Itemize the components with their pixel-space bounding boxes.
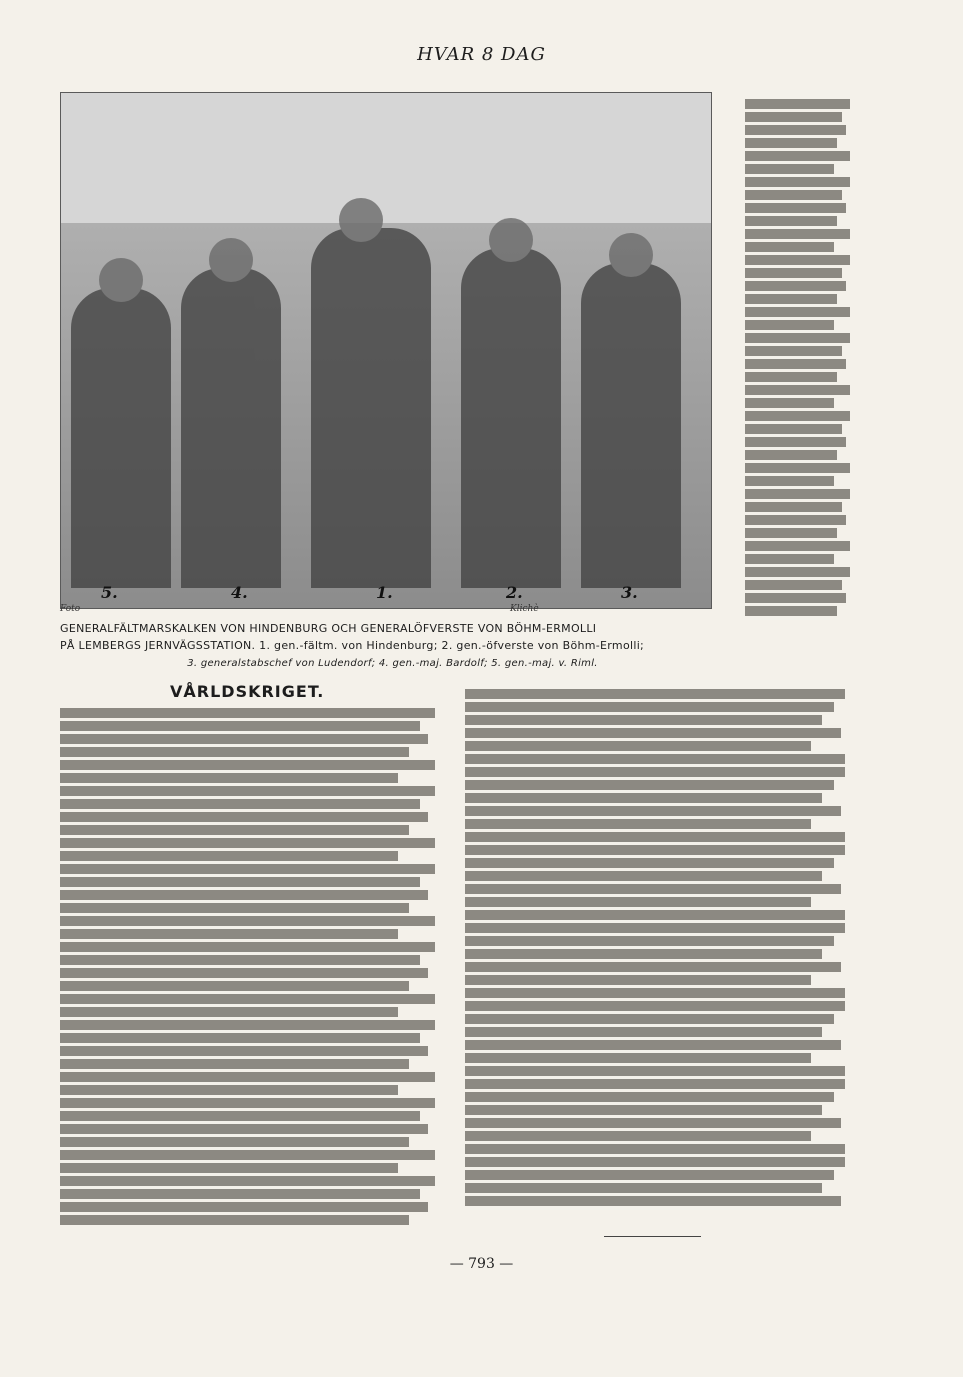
photo-person-head	[209, 238, 253, 282]
text-line	[465, 1170, 834, 1180]
text-line	[745, 359, 846, 369]
page-number: — 793 —	[449, 1256, 514, 1272]
text-line	[745, 554, 834, 564]
text-line	[60, 1163, 398, 1173]
text-line	[60, 955, 420, 965]
text-line	[465, 1183, 822, 1193]
text-line	[60, 747, 409, 757]
text-line	[465, 988, 845, 998]
text-line	[60, 1046, 428, 1056]
text-line	[465, 1144, 845, 1154]
text-line	[465, 1027, 822, 1037]
text-line	[465, 1196, 841, 1206]
text-line	[60, 1215, 409, 1225]
text-line	[745, 177, 850, 187]
photo-person-2	[461, 248, 561, 588]
text-line	[745, 320, 834, 330]
text-line	[465, 884, 841, 894]
text-line	[465, 702, 834, 712]
text-line	[745, 125, 846, 135]
text-line	[465, 819, 811, 829]
photo-person-4	[181, 268, 281, 588]
text-line	[60, 1033, 420, 1043]
text-line	[60, 994, 435, 1004]
text-line	[60, 1202, 428, 1212]
text-line	[465, 949, 822, 959]
text-line	[745, 398, 834, 408]
caption-line-2: PÅ LEMBERGS JERNVÄGSSTATION. 1. gen.-fältm. von Hindenburg; 2. gen.-öfverste von Böhm-Ermolli;	[60, 639, 645, 652]
text-line	[465, 1092, 834, 1102]
photo-caption	[60, 620, 725, 672]
text-line	[465, 1105, 822, 1115]
text-line	[465, 923, 845, 933]
photo-label-2: 2.	[506, 583, 523, 602]
text-line	[465, 1131, 811, 1141]
photo-person-5	[71, 288, 171, 588]
text-line	[465, 728, 841, 738]
photo-person-head	[339, 198, 383, 242]
text-line	[745, 580, 842, 590]
text-line	[745, 372, 837, 382]
text-line	[745, 424, 842, 434]
text-line	[745, 307, 850, 317]
text-line	[60, 851, 398, 861]
text-line	[60, 708, 435, 718]
right-text-column	[745, 96, 850, 619]
text-line	[60, 903, 409, 913]
photo-person-head	[99, 258, 143, 302]
text-line	[465, 1079, 845, 1089]
photo	[60, 92, 712, 609]
text-line	[745, 489, 850, 499]
text-line	[465, 754, 845, 764]
text-line	[60, 760, 435, 770]
text-line	[465, 1157, 845, 1167]
photo-credit-right: Klichè	[510, 604, 539, 614]
text-line	[745, 437, 846, 447]
text-line	[60, 1072, 435, 1082]
text-line	[465, 845, 845, 855]
text-line	[60, 786, 435, 796]
text-line	[60, 1189, 420, 1199]
text-line	[745, 385, 850, 395]
text-line	[745, 190, 842, 200]
page-header: HVAR 8 DAG	[417, 44, 546, 65]
photo-person-3	[581, 263, 681, 588]
photo-background	[61, 93, 711, 223]
text-line	[745, 151, 850, 161]
text-line	[465, 975, 811, 985]
text-line	[60, 1150, 435, 1160]
text-line	[60, 812, 428, 822]
photo-label-4: 4.	[231, 583, 248, 602]
text-line	[745, 411, 850, 421]
photo-label-5: 5.	[101, 583, 118, 602]
middle-text-column	[465, 686, 845, 1209]
text-line	[465, 936, 834, 946]
text-line	[465, 1053, 811, 1063]
text-line	[465, 689, 845, 699]
text-line	[60, 916, 435, 926]
text-line	[465, 767, 845, 777]
photo-person-head	[609, 233, 653, 277]
text-line	[60, 1007, 398, 1017]
text-line	[60, 929, 398, 939]
text-line	[60, 838, 435, 848]
text-line	[745, 463, 850, 473]
caption-line-1: GENERALFÄLTMARSKALKEN VON HINDENBURG OCH GENERALÖFVERSTE VON BÖHM-ERMOLLI	[60, 622, 597, 635]
text-line	[465, 780, 834, 790]
text-line	[60, 1059, 409, 1069]
text-line	[60, 877, 420, 887]
text-line	[60, 864, 435, 874]
text-line	[60, 1137, 409, 1147]
text-line	[465, 1001, 845, 1011]
text-line	[60, 773, 398, 783]
text-line	[745, 541, 850, 551]
photo-label-1: 1.	[376, 583, 393, 602]
text-line	[60, 1085, 398, 1095]
text-line	[60, 721, 420, 731]
text-line	[60, 734, 428, 744]
text-line	[465, 715, 822, 725]
text-line	[745, 528, 837, 538]
text-line	[60, 981, 409, 991]
text-line	[465, 858, 834, 868]
text-line	[465, 897, 811, 907]
text-line	[745, 450, 837, 460]
text-line	[745, 593, 846, 603]
photo-person-head	[489, 218, 533, 262]
text-line	[745, 346, 842, 356]
text-line	[745, 476, 834, 486]
text-line	[465, 871, 822, 881]
text-line	[60, 1020, 435, 1030]
text-line	[745, 268, 842, 278]
text-line	[745, 112, 842, 122]
text-line	[745, 333, 850, 343]
text-line	[60, 1098, 435, 1108]
text-line	[745, 203, 846, 213]
text-line	[60, 942, 435, 952]
text-line	[60, 1111, 420, 1121]
column-separator	[604, 1236, 701, 1237]
text-line	[60, 825, 409, 835]
text-line	[745, 502, 842, 512]
text-line	[745, 216, 837, 226]
text-line	[745, 606, 837, 616]
text-line	[465, 1040, 841, 1050]
text-line	[465, 741, 811, 751]
text-line	[745, 242, 834, 252]
section-title: VÅRLDSKRIGET.	[170, 682, 325, 701]
text-line	[745, 281, 846, 291]
text-line	[465, 1118, 841, 1128]
left-text-column	[60, 705, 435, 1228]
text-line	[465, 962, 841, 972]
text-line	[60, 968, 428, 978]
text-line	[745, 164, 834, 174]
text-line	[745, 567, 850, 577]
text-line	[745, 515, 846, 525]
text-line	[60, 1124, 428, 1134]
text-line	[60, 890, 428, 900]
text-line	[465, 793, 822, 803]
text-line	[60, 799, 420, 809]
photo-credit-left: Foto	[60, 604, 81, 614]
text-line	[60, 1176, 435, 1186]
photo-label-3: 3.	[621, 583, 638, 602]
text-line	[465, 910, 845, 920]
text-line	[465, 1014, 834, 1024]
photo-person-1	[311, 228, 431, 588]
text-line	[465, 1066, 845, 1076]
text-line	[745, 294, 837, 304]
text-line	[745, 138, 837, 148]
text-line	[465, 832, 845, 842]
text-line	[745, 229, 850, 239]
text-line	[745, 255, 850, 265]
text-line	[745, 99, 850, 109]
caption-line-3: 3. generalstabschef von Ludendorf; 4. gen.-maj. Bardolf; 5. gen.-maj. v. Riml.	[187, 658, 598, 669]
text-line	[465, 806, 841, 816]
